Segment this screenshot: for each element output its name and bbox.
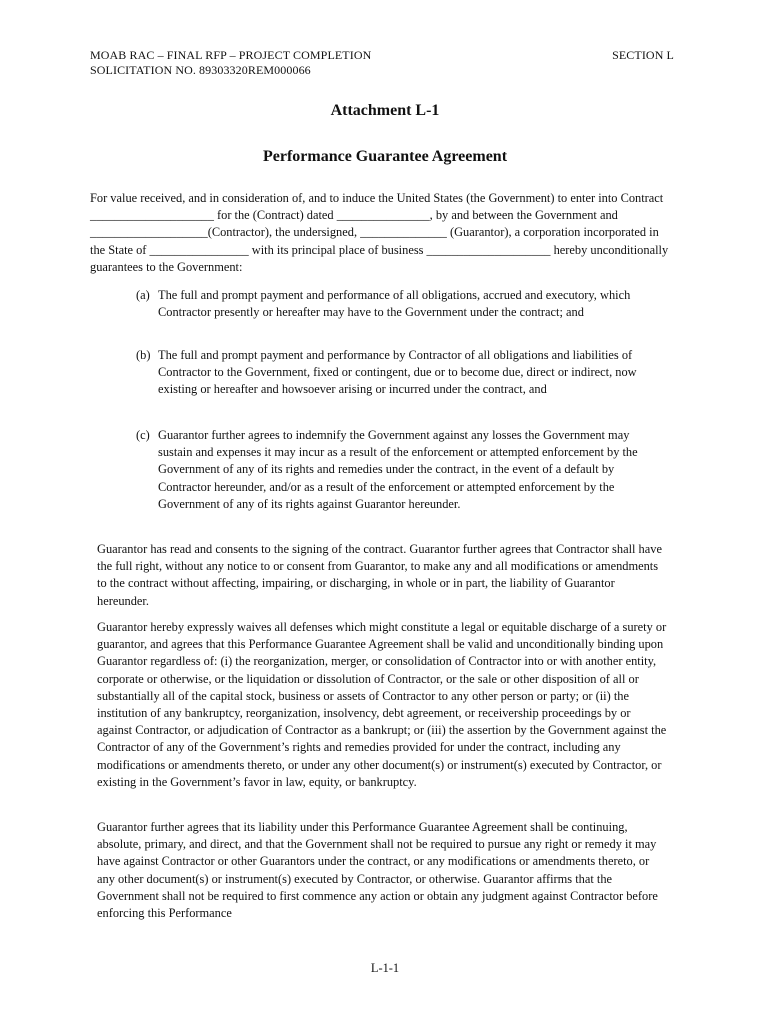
intro-paragraph: For value received, and in consideration of, and to induce the United States (the Government) to enter into Contract ____________________ for the (Contract) dated _______________, by and between the Government and ___________________(Contractor), the undersigned, ______________ (Guarantor), a corporation incorporated in the State of ________________ with its principal place of business ____________________ hereby unconditionally guarantees to the Government: bbox=[90, 191, 669, 274]
list-marker: (a) bbox=[136, 288, 150, 302]
list-item bbox=[136, 347, 660, 399]
waiver-paragraph: Guarantor hereby expressly waives all defenses which might constitute a legal or equitable discharge of a surety or guarantor, and agrees that this Performance Guarantee Agreement shall be valid and unconditionally binding upon Guarantor regardless of: (i) the reorganization, merger, or consolidation of Contractor into or with another entity, corporate or otherwise, or the liquidation or dissolution of Contractor, or the sale or other disposition of all or substantially all of the capital stock, business or assets of Contractor to any other person or party; or (ii) the institution of any bankruptcy, reorganization, insolvency, debt agreement, or receivership proceedings by or against Contractor, or adjudication of Contractor as a bankrupt; or (iii) the assertion by the Government against the Contractor of any of the Government’s rights and remedies provided for under the contract, including any modifications or amendments thereto, or under any other document(s) or instrument(s) executed by Contractor, or existing in the Government’s favor in law, equity, or bankruptcy. bbox=[97, 620, 667, 789]
list-item-text: The full and prompt payment and performance by Contractor of all obligations and liabilities of Contractor to the Government, fixed or contingent, due or to become due, direct or indirect, now existing or hereafter and howsoever arising or incurred under the contract, and bbox=[158, 348, 637, 397]
attachment-title: Attachment L-1 bbox=[330, 102, 440, 119]
list-item-text: Guarantor further agrees to indemnify the Government against any losses the Government may sustain and expenses it may incur as a result of the enforcement or attempted enforcement by the Government of any of its rights and remedies under the contract, in the event of a default by Contractor hereunder, and/or as a result of the enforcement or attempted enforcement by the Government of any of its rights against Guarantor hereunder. bbox=[158, 428, 638, 511]
document-header-left bbox=[90, 48, 371, 78]
list-marker: (c) bbox=[136, 428, 150, 442]
list-item bbox=[136, 287, 660, 321]
consent-paragraph: Guarantor has read and consents to the signing of the contract. Guarantor further agrees that Contractor shall have the full right, without any notice to or consent from Guarantor, to make any and all modifications or amendments to the contract without affecting, impairing, or discharging, in whole or in part, the liability of Guarantor hereunder. bbox=[97, 542, 662, 608]
list-marker: (b) bbox=[136, 348, 151, 362]
liability-paragraph: Guarantor further agrees that its liability under this Performance Guarantee Agreement shall be continuing, absolute, primary, and direct, and that the Government shall not be required to pursue any right or remedy it may have against Contractor or other Guarantors under the contract, or any modifications or amendments thereto, or any other document(s) or instrument(s) executed by Contractor, or otherwise. Guarantor affirms that the Government shall not be required to first commence any action or obtain any judgment against Contractor before enforcing this Performance bbox=[97, 820, 658, 921]
section-label: SECTION L bbox=[612, 48, 674, 62]
list-item-text: The full and prompt payment and performance of all obligations, accrued and executory, which Contractor presently or hereafter may have to the Government under the contract; and bbox=[158, 288, 631, 320]
list-item bbox=[136, 427, 660, 513]
page-number: L-1-1 bbox=[370, 961, 400, 975]
header-line-2: SOLICITATION NO. 89303320REM000066 bbox=[90, 63, 311, 77]
agreement-title: Performance Guarantee Agreement bbox=[262, 148, 508, 165]
header-line-1: MOAB RAC – FINAL RFP – PROJECT COMPLETION bbox=[90, 48, 372, 62]
